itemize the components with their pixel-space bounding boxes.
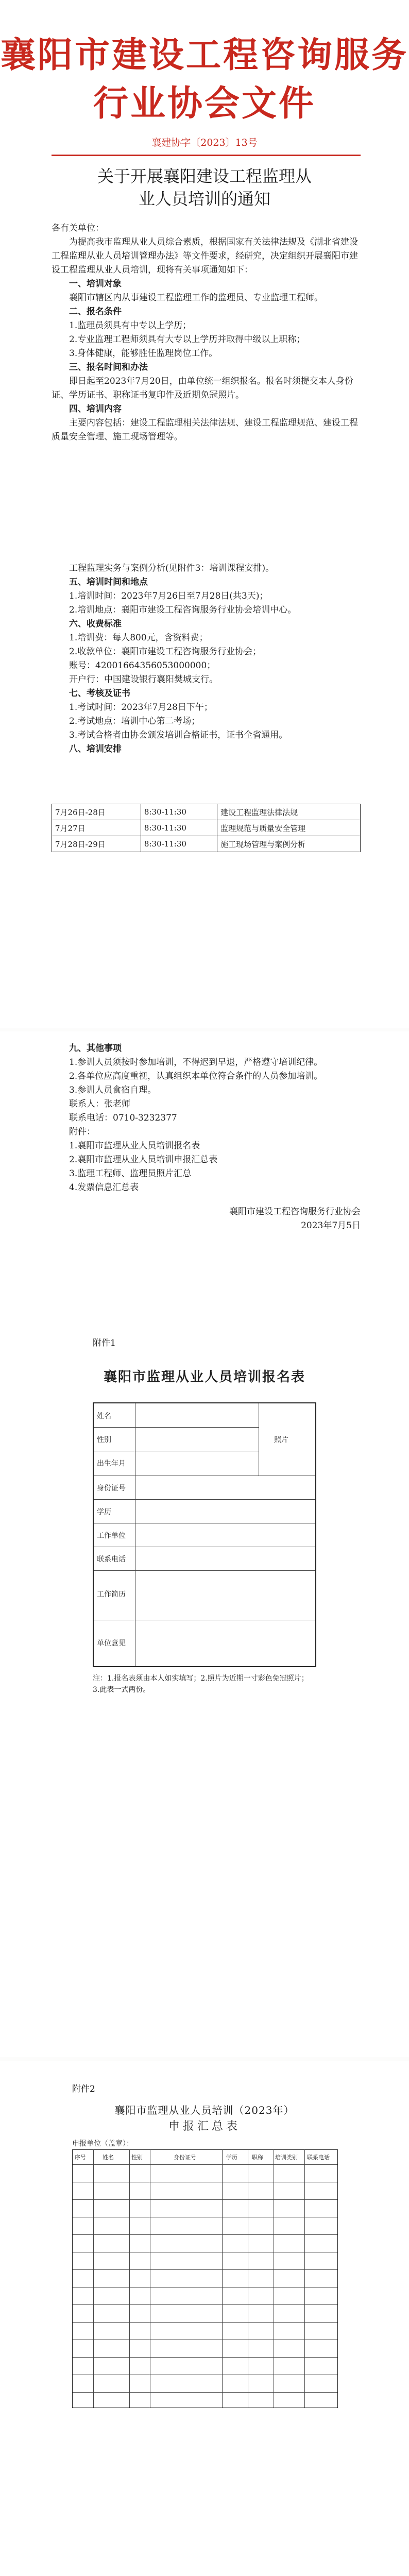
- section-heading: 五、培训时间和地点: [69, 577, 148, 587]
- agency-title: 襄阳市建设工程咨询服务行业协会文件: [0, 35, 408, 124]
- form-2-subtitle: 申报汇总表: [168, 2120, 241, 2133]
- intro-paragraph: 为提高我市监理从业人员综合素质，根据国家有关法律法规及《湖北省建设工程监理从业人员培训管理办法》等文件要求，经研究，决定组织开展襄阳市建设工程监理从业人员培训，现将有关事项通知如下：: [52, 237, 358, 275]
- row-label: 联系电话: [97, 1555, 126, 1564]
- row-label: 工作简历: [97, 1590, 126, 1599]
- contact-person: 联系人：张老师: [69, 1099, 130, 1109]
- row-label: 出生年月: [97, 1460, 126, 1468]
- table-cell: 7月27日: [52, 820, 141, 836]
- red-divider: [52, 155, 361, 156]
- table-cell: 施工现场管理与案例分析: [217, 836, 361, 852]
- table-row: [52, 836, 361, 852]
- column-header: 培训类别: [275, 2154, 298, 2161]
- section-heading: 三、报名时间和办法: [69, 362, 148, 372]
- paragraph: 襄阳市辖区内从事建设工程监理工作的监理员、专业监理工程师。: [69, 293, 323, 303]
- attachment-item: 3.监理工程师、监理员照片汇总: [69, 1168, 192, 1179]
- registration-form: [93, 1402, 316, 1667]
- section-heading: 七、考核及证书: [69, 688, 130, 699]
- list-item: 账号：42001664356053000000；: [69, 660, 216, 671]
- notice-body-continued: [52, 562, 361, 756]
- column-header: 序号: [75, 2154, 86, 2161]
- column-header: 职称: [252, 2154, 263, 2161]
- section-heading: 九、其他事项: [69, 1043, 122, 1054]
- list-item: 2.考试地点：培训中心第二考场；: [69, 716, 200, 726]
- form-2-unit: 申报单位（盖章）：: [72, 2140, 133, 2148]
- column-header: 身份证号: [174, 2154, 196, 2161]
- photo-label: 照片: [274, 1436, 288, 1444]
- paragraph: 即日起至2023年7月20日，由单位统一组织报名。报名时须提交本人身份证、学历证书、职称证书复印件及近期免冠照片。: [52, 376, 353, 400]
- table-cell: 8:30-11:30: [141, 820, 217, 836]
- section-heading: 一、培训对象: [69, 279, 122, 289]
- list-item: 3.身体健康，能够胜任监理岗位工作。: [69, 348, 218, 359]
- list-item: 3.参训人员食宿自理。: [69, 1085, 157, 1095]
- list-item: 2.培训地点：襄阳市建设工程咨询服务行业协会培训中心。: [69, 605, 297, 615]
- list-item: 开户行：中国建设银行襄阳樊城支行。: [69, 674, 218, 685]
- row-label: 工作单位: [97, 1532, 126, 1540]
- paragraph: 主要内容包括：建设工程监理相关法律法规、建设工程监理规范、建设工程质量安全管理、施工现场管理等。: [52, 418, 358, 442]
- signature: 襄阳市建设工程咨询服务行业协会: [229, 1207, 361, 1217]
- list-item: 3.考试合格者由协会颁发培训合格证书，证书全省通用。: [69, 730, 288, 740]
- form-1-title: 襄阳市监理从业人员培训报名表: [103, 1369, 305, 1385]
- table-cell: 7月28日-29日: [52, 836, 141, 852]
- schedule-table-wrap: [52, 804, 361, 852]
- column-header: 姓名: [103, 2154, 114, 2161]
- list-item: 1.培训费：每人800元，含资料费；: [69, 633, 208, 643]
- list-item: 2.专业监理工程师须具有大专以上学历并取得中级以上职称；: [69, 334, 305, 345]
- schedule-table: [52, 804, 361, 852]
- table-cell: 8:30-11:30: [141, 836, 217, 852]
- other-matters: [52, 1042, 361, 1233]
- notice-title: 关于开展襄阳建设工程监理从业人员培训的通知: [97, 166, 312, 209]
- list-item: 2.各单位应高度重视，认真组织本单位符合条件的人员参加培训。: [69, 1071, 323, 1081]
- section-heading: 二、报名条件: [69, 307, 122, 317]
- table-row: [52, 820, 361, 836]
- page-3: [0, 2061, 409, 2576]
- row-label: 学历: [97, 1508, 111, 1516]
- row-label: 单位意见: [97, 1639, 126, 1648]
- paragraph: 工程监理实务与案例分析(见附件3：培训课程安排)。: [69, 563, 275, 573]
- column-header: 联系电话: [307, 2154, 330, 2161]
- table-row: [52, 804, 361, 820]
- addressee: 各有关单位：: [52, 223, 104, 233]
- attachment-item: 4.发票信息汇总表: [69, 1182, 139, 1193]
- page-2: [0, 1031, 409, 2057]
- form-2-title: 襄阳市监理从业人员培训（2023年）: [114, 2104, 295, 2116]
- list-item: 1.考试时间：2023年7月28日下午；: [69, 702, 213, 713]
- annex-2-label: 附件2: [72, 2084, 95, 2094]
- attachments-heading: 附件：: [69, 1127, 95, 1137]
- section-heading: 八、培训安排: [69, 744, 122, 754]
- list-item: 1.培训时间：2023年7月26日至7月28日(共3天)；: [69, 591, 268, 601]
- list-item: 1.监理员须具有中专以上学历；: [69, 320, 192, 331]
- summary-table: [72, 2149, 338, 2408]
- page-1: [0, 0, 409, 1028]
- attachment-item: 2.襄阳市监理从业人员培训申报汇总表: [69, 1155, 218, 1165]
- table-cell: 7月26日-28日: [52, 804, 141, 820]
- section-heading: 六、收费标准: [69, 619, 122, 629]
- column-header: 性别: [131, 2154, 143, 2161]
- attachment-item: 1.襄阳市监理从业人员培训报名表: [69, 1141, 200, 1151]
- list-item: 2.收款单位：襄阳市建设工程咨询服务行业协会；: [69, 647, 262, 657]
- table-cell: 8:30-11:30: [141, 804, 217, 820]
- row-label: 身份证号: [97, 1484, 126, 1493]
- row-label: 姓名: [97, 1412, 111, 1420]
- document-number: 襄建协字〔2023〕13号: [151, 137, 258, 148]
- section-heading: 四、培训内容: [69, 404, 122, 414]
- contact-phone: 联系电话：0710-3232377: [69, 1113, 177, 1123]
- annex-1-label: 附件1: [93, 1338, 116, 1348]
- sign-date: 2023年7月5日: [301, 1221, 361, 1231]
- table-cell: 建设工程监理法律法规: [217, 804, 361, 820]
- notice-body: [52, 222, 361, 444]
- form-1-note: 注：1.报名表须由本人如实填写；2.照片为近期一寸彩色免冠照片；3.此表一式两份。: [93, 1674, 309, 1694]
- table-cell: 监理规范与质量安全管理: [217, 820, 361, 836]
- list-item: 1.参训人员须按时参加培训，不得迟到早退，严格遵守培训纪律。: [69, 1057, 323, 1067]
- column-header: 学历: [226, 2154, 237, 2161]
- row-label: 性别: [97, 1436, 111, 1444]
